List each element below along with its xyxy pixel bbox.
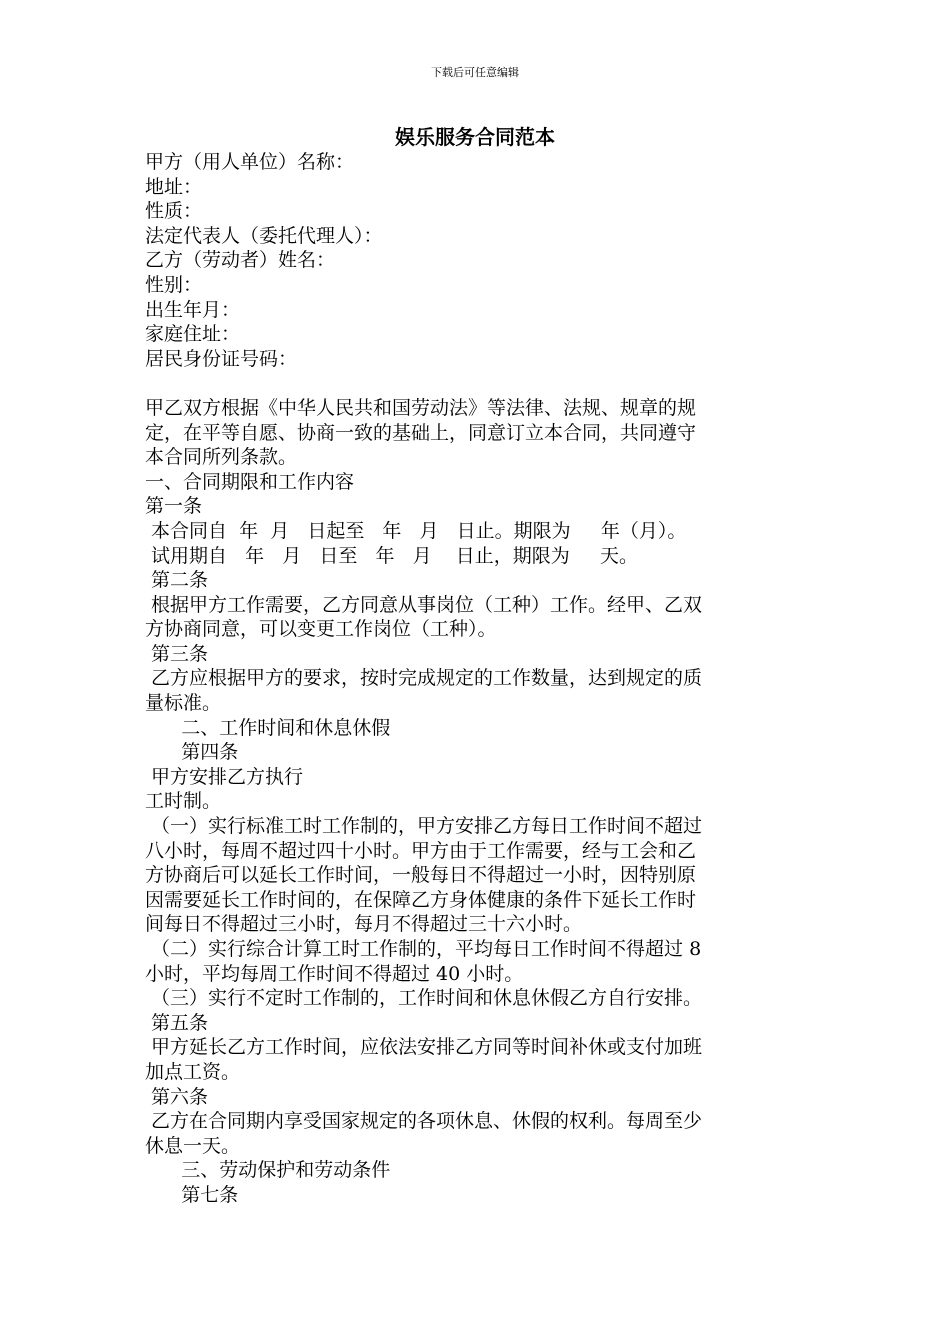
section-heading: 三、劳动保护和劳动条件 <box>145 1159 391 1182</box>
clause-text: （二）实行综合计算工时工作制的，平均每日工作时间不得超过 8 <box>145 938 702 960</box>
clause-text: 方协商同意，可以变更工作岗位（工种）。 <box>145 618 497 641</box>
probation-term-line: 试用期自 年 月 日至 年 月 日止，期限为 天。 <box>145 544 638 567</box>
article-heading: 第三条 <box>145 642 209 665</box>
clause-text: 量标准。 <box>145 692 222 715</box>
field-gender: 性别： <box>145 273 203 296</box>
clause-text: 间每日不得超过三小时，每月不得超过三十六小时。 <box>145 913 583 936</box>
page-header-note: 下载后可任意编辑 <box>431 66 519 79</box>
document-title: 娱乐服务合同范本 <box>395 125 555 149</box>
preamble-line: 甲乙双方根据《中华人民共和国劳动法》等法律、法规、规章的规 <box>145 396 697 419</box>
clause-text: 根据甲方工作需要，乙方同意从事岗位（工种）工作。经甲、乙双 <box>145 593 703 616</box>
article-heading: 第五条 <box>145 1011 209 1034</box>
section-heading: 一、合同期限和工作内容 <box>145 470 355 493</box>
clause-text: 工时制。 <box>145 790 222 813</box>
clause-text: 八小时，每周不超过四十小时。甲方由于工作需要，经与工会和乙 <box>145 839 697 862</box>
clause-text: 甲方安排乙方执行 <box>145 765 304 788</box>
preamble-line: 定，在平等自愿、协商一致的基础上，同意订立本合同，共同遵守 <box>145 421 697 444</box>
clause-text: 加点工资。 <box>145 1060 241 1083</box>
field-home-address: 家庭住址： <box>145 323 241 346</box>
article-heading: 第二条 <box>145 569 209 592</box>
field-employer-name: 甲方（用人单位）名称： <box>145 151 355 173</box>
article-heading: 第一条 <box>145 495 203 518</box>
clause-text: 小时，平均每周工作时间不得超过 40 小时。 <box>145 962 524 985</box>
clause-text: 方协商后可以延长工作时间，一般每日不得超过一小时，因特别原 <box>145 864 697 887</box>
document-body <box>145 150 815 1208</box>
clause-text: 乙方应根据甲方的要求，按时完成规定的工作数量，达到规定的质 <box>145 667 703 690</box>
field-address: 地址： <box>145 175 203 198</box>
field-legal-representative: 法定代表人（委托代理人）： <box>145 224 383 247</box>
article-heading: 第六条 <box>145 1085 209 1108</box>
preamble-line: 本合同所列条款。 <box>145 446 298 469</box>
article-heading: 第四条 <box>145 741 239 764</box>
clause-text: 甲方延长乙方工作时间，应依法安排乙方同等时间补休或支付加班 <box>145 1036 703 1059</box>
clause-text: 乙方在合同期内享受国家规定的各项休息、休假的权利。每周至少 <box>145 1110 703 1133</box>
clause-text: 因需要延长工作时间的，在保障乙方身体健康的条件下延长工作时 <box>145 888 697 911</box>
field-birth-date: 出生年月： <box>145 298 241 321</box>
section-heading: 二、工作时间和休息休假 <box>145 716 391 739</box>
contract-term-line: 本合同自 年 月 日起至 年 月 日止。期限为 年（月）。 <box>145 519 687 542</box>
article-heading: 第七条 <box>145 1183 239 1206</box>
field-nature: 性质： <box>145 200 203 223</box>
blank-line <box>145 371 815 396</box>
field-employee-name: 乙方（劳动者）姓名： <box>145 249 336 272</box>
clause-text: （三）实行不定时工作制的，工作时间和休息休假乙方自行安排。 <box>145 987 703 1010</box>
clause-text: 休息一天。 <box>145 1134 241 1157</box>
clause-text: （一）实行标准工时工作制的，甲方安排乙方每日工作时间不超过 <box>145 815 703 838</box>
field-id-number: 居民身份证号码： <box>145 347 298 370</box>
